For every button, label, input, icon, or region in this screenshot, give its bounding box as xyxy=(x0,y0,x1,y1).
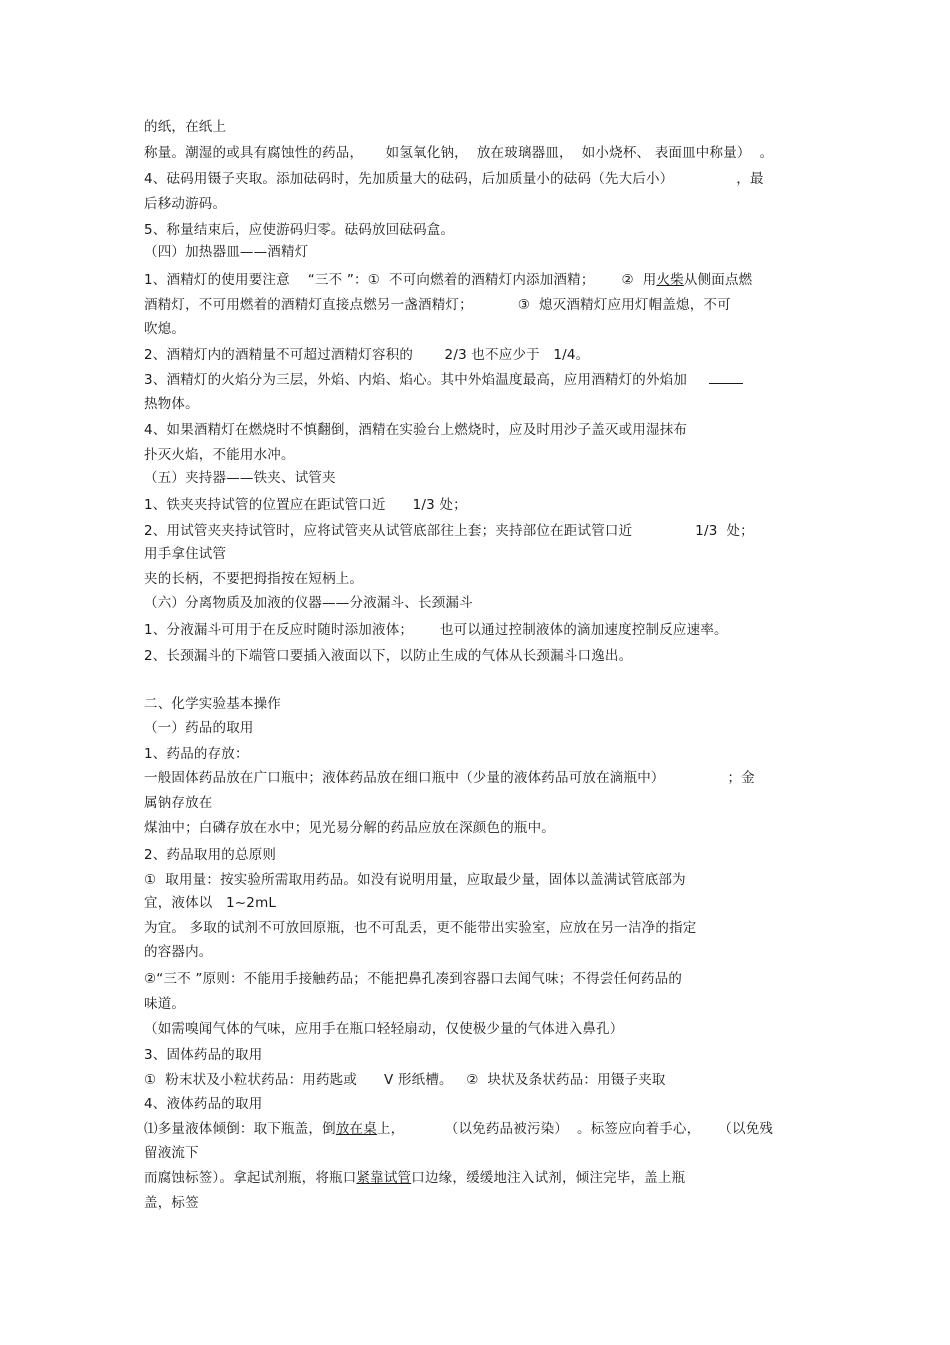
text-line: 5、称量结束后，应使游码归零。砝码放回砝码盒。 xyxy=(144,222,455,238)
text-line: 煤油中；白磷存放在水中；见光易分解的药品应放在深颜色的瓶中。 xyxy=(144,820,555,836)
text-line: 一般固体药品放在广口瓶中；液体药品放在细口瓶中（少量的液体药品可放在滴瓶中） ；金 xyxy=(144,770,755,786)
text-line: 的容器内。 xyxy=(144,944,213,960)
text-line: 留液流下 xyxy=(144,1145,199,1161)
text-line: 4、液体药品的取用 xyxy=(144,1096,263,1112)
text-line: 属钠存放在 xyxy=(144,795,213,811)
text-line: 盖，标签 xyxy=(144,1195,199,1211)
text-line: 的纸，在纸上 xyxy=(144,119,227,135)
text-line: 2、用试管夹夹持试管时，应将试管夹从试管底部往上套；夹持部位在距试管口近 1/3 处； xyxy=(144,523,754,539)
text-line: 扑灭火焰，不能用水冲。 xyxy=(144,447,295,463)
text-line: 宜，液体以 1~2mL xyxy=(144,895,277,911)
text-line: 2、酒精灯内的酒精量不可超过酒精灯容积的 2/3 也不应少于 1/4。 xyxy=(144,347,590,363)
section-heading: （六）分离物质及加液的仪器——分液漏斗、长颈漏斗 xyxy=(144,595,473,611)
text-line: 4、砝码用镊子夹取。添加砝码时，先加质量大的砝码，后加质量小的砝码（先大后小） ，最 xyxy=(144,171,764,187)
text-line: 2、药品取用的总原则 xyxy=(144,847,277,863)
text-line: 3、酒精灯的火焰分为三层，外焰、内焰、焰心。其中外焰温度最高，应用酒精灯的外焰加 xyxy=(144,371,743,389)
text-line: 夹的长柄，不要把拇指按在短柄上。 xyxy=(144,571,364,587)
text-line: 吹熄。 xyxy=(144,321,186,337)
section-heading: （一）药品的取用 xyxy=(144,720,254,736)
text-line: 2、长颈漏斗的下端管口要插入液面以下，以防止生成的气体从长颈漏斗口逸出。 xyxy=(144,648,633,664)
text-line: ① 粉末状及小粒状药品：用药匙或 V 形纸槽。 ② 块状及条状药品：用镊子夹取 xyxy=(144,1072,666,1088)
section-heading: （四）加热器皿——酒精灯 xyxy=(144,244,309,260)
text-line: 为宜。 多取的试剂不可放回原瓶，也不可乱丢，更不能带出实验室，应放在另一洁净的指定 xyxy=(144,920,697,936)
fill-in-blank xyxy=(709,371,743,384)
text-line: 后移动游码。 xyxy=(144,196,227,212)
text-line: ① 取用量：按实验所需取用药品。如没有说明用量，应取最少量，固体以盖满试管底部为 xyxy=(144,872,686,888)
chapter-heading: 二、化学实验基本操作 xyxy=(144,696,281,712)
text-line: 3、固体药品的取用 xyxy=(144,1047,263,1063)
text-line: ⑴多量液体倾倒：取下瓶盖，倒放在桌上， （以免药品被污染） 。标签应向着手心， （以免残 xyxy=(144,1121,774,1137)
text-line: 1、分液漏斗可用于在反应时随时添加液体； 也可以通过控制液体的滴加速度控制反应速率。 xyxy=(144,622,728,638)
text-line: 1、药品的存放： xyxy=(144,746,249,762)
text-line: 称量。潮湿的或具有腐蚀性的药品， 如氢氧化钠， 放在玻璃器皿， 如小烧杯、 表面皿中称量） 。 xyxy=(144,145,774,161)
text-line: 酒精灯，不可用燃着的酒精灯直接点燃另一盏酒精灯； ③ 熄灭酒精灯应用灯帽盖熄，不可 xyxy=(144,297,731,313)
text-line: 而腐蚀标签）。拿起试剂瓶，将瓶口紧靠试管口边缘，缓缓地注入试剂，倾注完毕，盖上瓶 xyxy=(144,1170,686,1186)
section-heading: （五）夹持器——铁夹、试管夹 xyxy=(144,470,336,486)
text-line: 用手拿住试管 xyxy=(144,546,227,562)
text-line: 4、如果酒精灯在燃烧时不慎翻倒，酒精在实验台上燃烧时，应及时用沙子盖灭或用湿抹布 xyxy=(144,422,688,438)
text-line: ②“三不 ”原则：不能用手接触药品；不能把鼻孔凑到容器口去闻气味；不得尝任何药品的 xyxy=(144,971,683,987)
text-line: 热物体。 xyxy=(144,396,199,412)
text-line: （如需嗅闻气体的气味，应用手在瓶口轻轻扇动，仅使极少量的气体进入鼻孔） xyxy=(144,1021,624,1037)
text-line: 1、酒精灯的使用要注意 “三不 ”：① 不可向燃着的酒精灯内添加酒精； ② 用火柴从侧面点燃 xyxy=(144,272,753,288)
text-line: 味道。 xyxy=(144,996,186,1012)
text-line: 1、铁夹夹持试管的位置应在距试管口近 1/3 处； xyxy=(144,497,467,513)
